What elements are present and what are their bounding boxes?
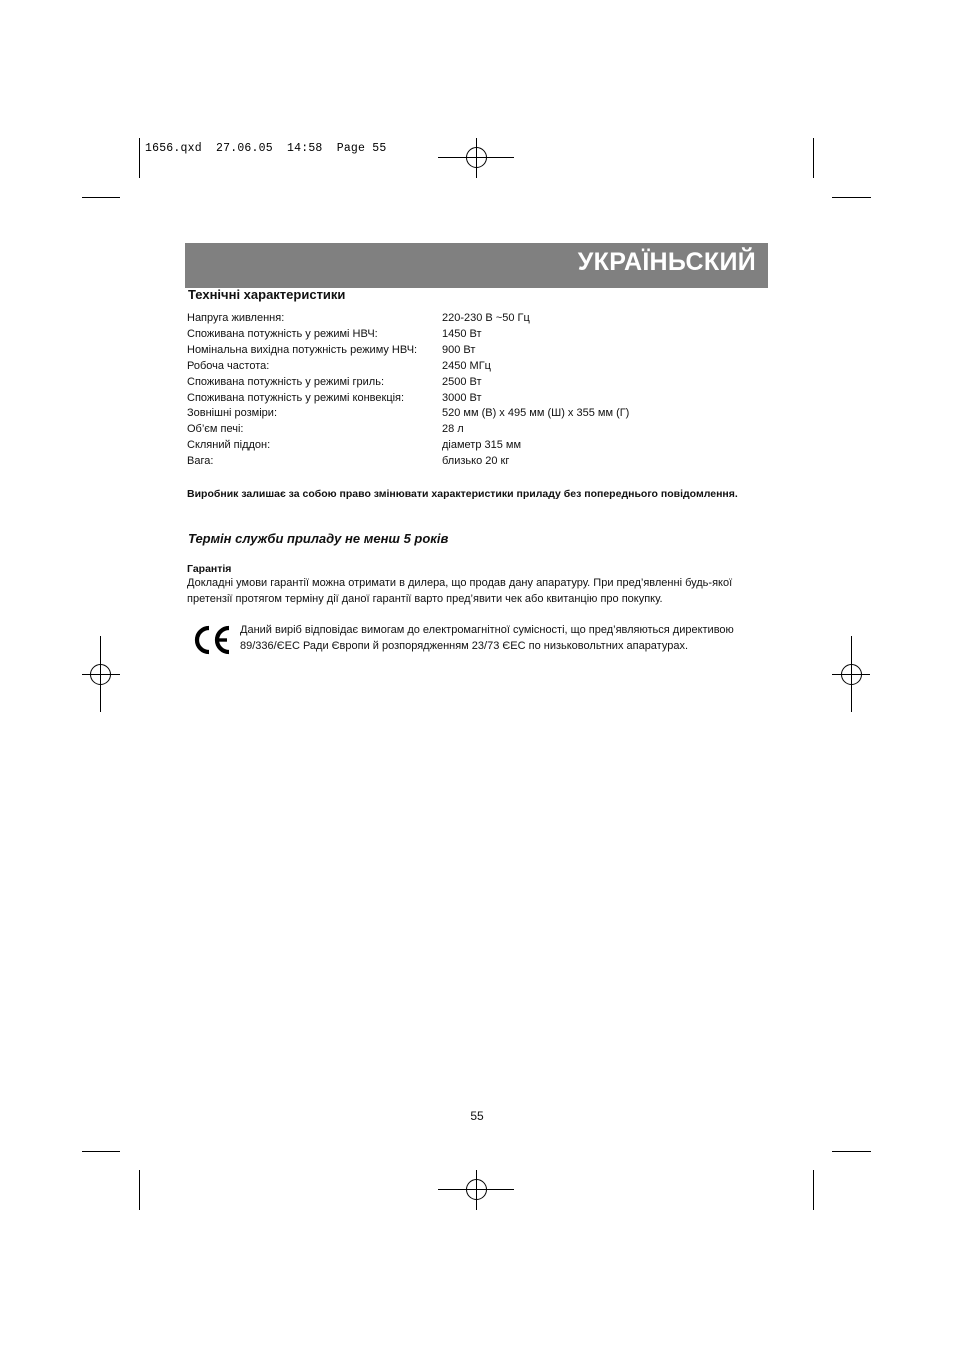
spec-label: Споживана потужність у режимі конвекція: — [187, 391, 405, 404]
warranty-heading: Гарантія — [187, 563, 232, 575]
crop-mark-bottom-right-vertical — [813, 1170, 814, 1210]
language-title: УКРАЇНЬСКИЙ — [577, 248, 756, 276]
service-life: Термін служби приладу не менш 5 років — [188, 531, 449, 546]
crop-mark-top-left-vertical — [139, 138, 140, 178]
spec-value: 2500 Вт — [442, 375, 482, 388]
spec-value: 2450 МГц — [442, 359, 491, 372]
spec-value: близько 20 кг — [442, 455, 510, 468]
registration-mark-circle — [466, 147, 487, 168]
specs-table — [187, 311, 747, 470]
spec-label: Номінальна вихідна потужність режиму НВЧ: — [187, 343, 418, 356]
spec-row — [187, 454, 747, 470]
spec-value: 220-230 В ~50 Гц — [442, 312, 530, 324]
spec-label: Напруга живлення: — [187, 312, 285, 324]
spec-value: 3000 Вт — [442, 391, 482, 404]
ce-mark-graphic — [192, 624, 232, 656]
spec-value: 520 мм (В) х 495 мм (Ш) х 355 мм (Г) — [442, 407, 630, 420]
spec-label: Вага: — [187, 455, 214, 468]
spec-label: Споживана потужність у режимі НВЧ: — [187, 327, 378, 340]
spec-value: 28 л — [442, 423, 464, 436]
spec-row — [187, 375, 747, 391]
crop-mark-top-right-vertical — [813, 138, 814, 178]
crop-mark-bottom-right-horizontal — [832, 1151, 871, 1152]
spec-label: Зовнішні розміри: — [187, 407, 278, 420]
spec-label: Робоча частота: — [187, 359, 270, 372]
language-header-band — [185, 243, 768, 288]
crop-mark-bottom-left-vertical — [139, 1170, 140, 1210]
registration-mark-circle — [90, 664, 111, 685]
spec-row — [187, 311, 747, 327]
warranty-text: Докладні умови гарантії можна отримати в дилера, що продав дану апаратуру. При пред’явленні будь-якої претензії протягом терміну дії даної гарантії варто пред’явити чек або квитанцію про покупку. — [187, 577, 733, 605]
page-number: 55 — [470, 1109, 484, 1123]
specs-title: Технічні характеристики — [188, 287, 346, 302]
crop-mark-bottom-left-horizontal — [82, 1151, 120, 1152]
registration-mark-circle — [466, 1179, 487, 1200]
crop-mark-top-left-horizontal — [82, 197, 120, 198]
spec-row — [187, 438, 747, 454]
spec-label: Об’єм печі: — [187, 423, 244, 436]
spec-value: 1450 Вт — [442, 327, 482, 340]
spec-row — [187, 391, 747, 407]
spec-row — [187, 343, 747, 359]
manufacturer-notice: Виробник залишає за собою право змінювати характеристики приладу без попереднього повідомлення. — [187, 488, 738, 500]
spec-label: Споживана потужність у режимі гриль: — [187, 375, 385, 388]
crop-mark-top-right-horizontal — [832, 197, 871, 198]
spec-value: діаметр 315 мм — [442, 439, 522, 452]
registration-mark-circle — [841, 664, 862, 685]
print-slug: 1656.qxd 27.06.05 14:58 Page 55 — [145, 142, 387, 155]
spec-row — [187, 422, 747, 438]
spec-row — [187, 406, 747, 422]
spec-value: 900 Вт — [442, 343, 476, 356]
spec-row — [187, 359, 747, 375]
spec-label: Скляний піддон: — [187, 439, 271, 452]
spec-row — [187, 327, 747, 343]
compliance-text: Даний виріб відповідає вимогам до електромагнітної сумісності, що пред’являються директивою 89/336/ЄЕС Ради Європи й розпорядженням 23/73 ЄЕС по низьковольтних апаратурах. — [240, 624, 734, 652]
ce-mark-icon — [192, 624, 232, 656]
